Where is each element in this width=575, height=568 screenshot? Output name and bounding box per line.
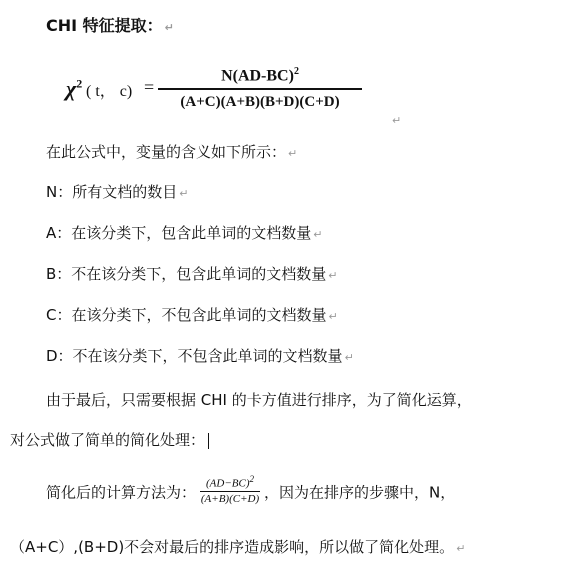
definition-b	[46, 264, 338, 286]
line-text: （A+C）,(B+D)不会对最后的排序造成影响，所以做了简化处理。	[10, 538, 455, 556]
text-cursor	[208, 433, 209, 449]
definition-d	[46, 346, 354, 368]
simplified-line	[46, 476, 455, 510]
definition-n	[46, 182, 188, 204]
line-text: N：所有文档的数目	[46, 183, 178, 201]
paragraph-mark: ↵	[313, 228, 323, 241]
definition-a	[46, 223, 322, 245]
simplified-suffix: ，因为在排序的步骤中，N，	[263, 483, 456, 502]
closing-line	[10, 537, 465, 559]
paragraph-mark: ↵	[392, 114, 402, 127]
paragraph-mark: ↵	[344, 351, 354, 364]
explanation-line-2	[10, 430, 209, 450]
simplified-denominator: (A+B)(C+D)	[200, 492, 260, 505]
formula-denominator: (A+C)(A+B)(B+D)(C+D)	[180, 94, 340, 111]
paragraph-mark: ↵	[456, 542, 466, 555]
fraction-bar	[158, 88, 362, 90]
chi-exponent: 2	[76, 76, 83, 91]
formula-numerator: $N(AD-BC)^2$	[221, 66, 299, 85]
definition-c	[46, 305, 338, 327]
paragraph-mark: ↵	[328, 269, 338, 282]
equals-sign: =	[144, 77, 155, 97]
line-text: A：在该分类下，包含此单词的文档数量	[46, 224, 312, 242]
section-heading	[46, 16, 174, 38]
simplified-fraction	[200, 472, 260, 506]
line-text: 由于最后，只需要根据 CHI 的卡方值进行排序，为了简化运算，	[46, 391, 472, 409]
paragraph-mark: ↵	[179, 187, 189, 200]
simplified-prefix: 简化后的计算方法为：	[46, 483, 197, 502]
paragraph-mark: ↵	[288, 147, 298, 160]
formula-fraction	[158, 62, 362, 111]
chi-symbol: $\chi^2$	[66, 76, 83, 101]
paragraph-mark: ↵	[328, 310, 338, 323]
line-text: B：不在该分类下，包含此单词的文档数量	[46, 265, 327, 283]
chi-formula	[62, 62, 362, 112]
explanation-line-1	[46, 390, 472, 410]
line-text: 在此公式中，变量的含义如下所示：	[46, 143, 287, 161]
intro-line	[46, 142, 297, 164]
heading-text: CHI 特征提取：	[46, 16, 163, 35]
simplified-numerator: $(AD-BC)^2$	[206, 474, 254, 490]
paragraph-mark: ↵	[164, 21, 174, 34]
line-text: 对公式做了简单的简化处理：	[10, 431, 206, 449]
line-text: D：不在该分类下，不包含此单词的文档数量	[46, 347, 343, 365]
formula-args: ( t， c)	[86, 83, 133, 100]
line-text: C：在该分类下，不包含此单词的文档数量	[46, 306, 327, 324]
